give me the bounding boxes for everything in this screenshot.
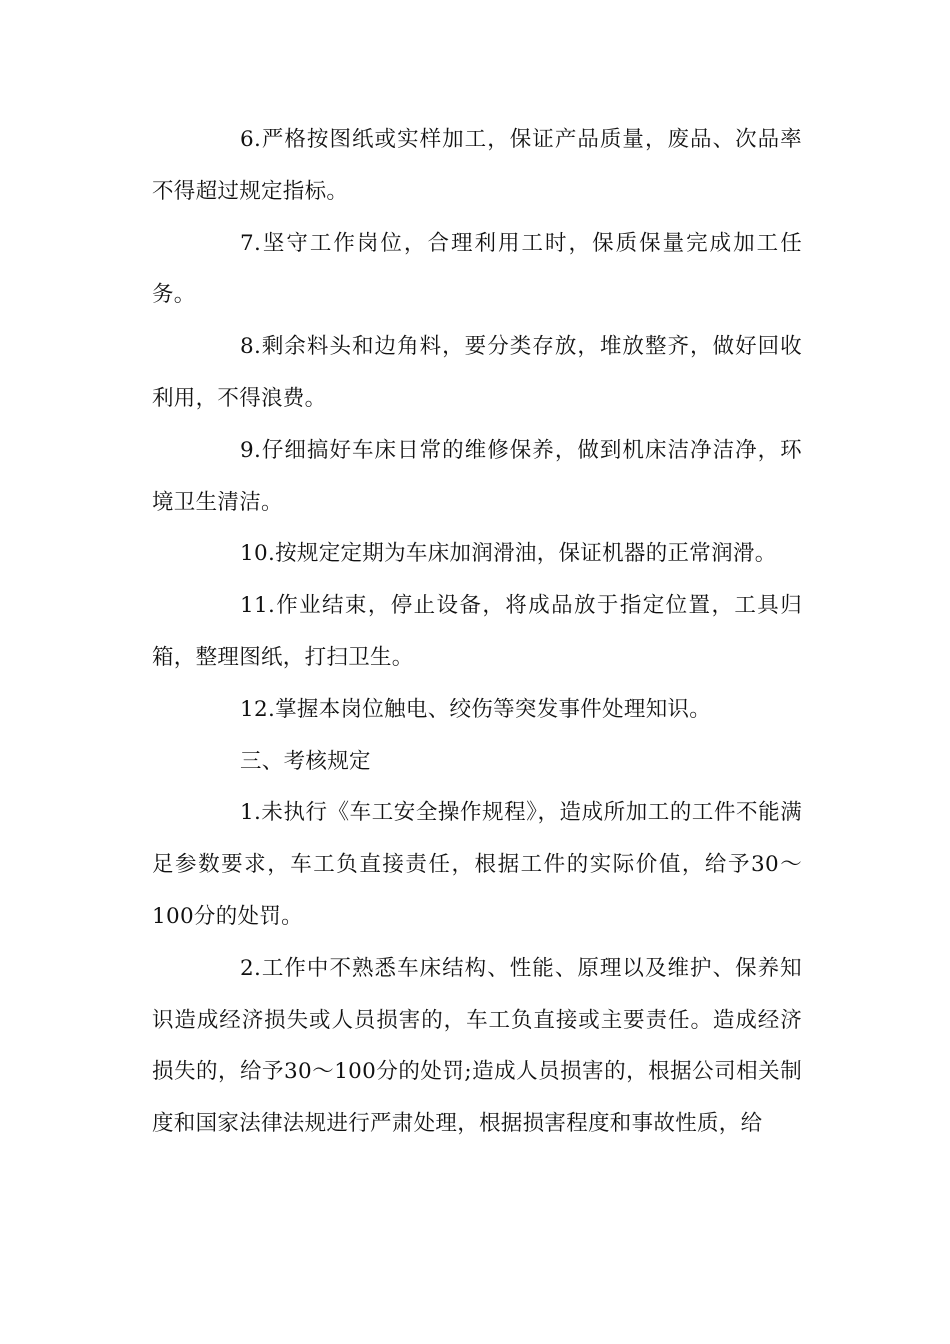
paragraph-6: 6.严格按图纸或实样加工，保证产品质量，废品、次品率不得超过规定指标。: [152, 127, 802, 204]
paragraph-8: 8.剩余料头和边角料，要分类存放，堆放整齐，做好回收利用，不得浪费。: [152, 334, 802, 411]
assessment-rule-1: 1.未执行《车工安全操作规程》，造成所加工的工件不能满足参数要求，车工负直接责任，根据工件的实际价值，给予30～100分的处罚。: [152, 800, 802, 929]
assessment-rule-2: 2.工作中不熟悉车床结构、性能、原理以及维护、保养知识造成经济损失或人员损害的，车工负直接或主要责任。造成经济损失的，给予30～100分的处罚;造成人员损害的，根据公司相关制度和国家法律法规进行严肃处理，根据损害程度和事故性质，给: [152, 955, 802, 1137]
document-body: [152, 114, 802, 1150]
paragraph-9: 9.仔细搞好车床日常的维修保养，做到机床洁净洁净，环境卫生清洁。: [152, 437, 802, 515]
section-heading: 三、考核规定: [240, 748, 371, 774]
paragraph-12: 12.掌握本岗位触电、绞伤等突发事件处理知识。: [240, 696, 712, 722]
paragraph-10: 10.按规定定期为车床加润滑油，保证机器的正常润滑。: [240, 541, 777, 567]
paragraph-11: 11.作业结束，停止设备，将成品放于指定位置，工具归箱，整理图纸，打扫卫生。: [152, 593, 802, 670]
paragraph-7: 7.坚守工作岗位，合理利用工时，保质保量完成加工任务。: [152, 230, 802, 308]
